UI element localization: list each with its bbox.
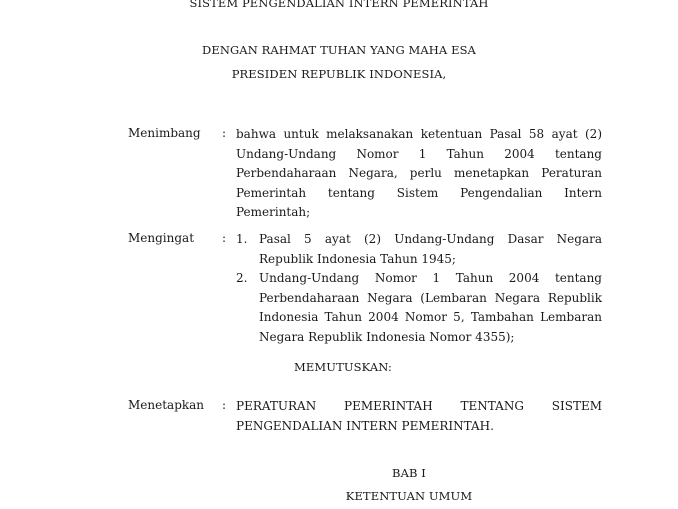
mengingat-item-text: Undang-Undang Nomor 1 Tahun 2004 tentang Perbendaharaan Negara (Lembaran Negara Republik Indonesia Tahun 2004 Nomor 5, Tambahan Lembaran Negara Republik Indonesia Nomor 4355); (259, 271, 602, 344)
menimbang-colon: : (222, 126, 227, 140)
mengingat-item (236, 269, 602, 347)
menetapkan-colon: : (222, 398, 227, 412)
mengingat-item-text: Pasal 5 ayat (2) Undang-Undang Dasar Negara Republik Indonesia Tahun 1945; (259, 232, 602, 266)
menimbang-text: bahwa untuk melaksanakan ketentuan Pasal 58 ayat (2) Undang-Undang Nomor 1 Tahun 2004 tentang Perbendaharaan Negara, perlu menetapkan Peraturan Pemerintah tentang Sistem Pengendalian Intern Pemerintah; (236, 127, 602, 219)
mengingat-label: Mengingat (128, 231, 195, 245)
mengingat-list (236, 230, 602, 347)
menetapkan-label: Menetapkan (128, 398, 205, 412)
mengingat-item-number: 2. (236, 271, 248, 285)
menimbang-label: Menimbang (128, 126, 201, 140)
mengingat-item-number: 1. (236, 232, 248, 246)
chapter-number: BAB I (392, 466, 426, 480)
mengingat-colon: : (222, 231, 227, 245)
blessing-line: DENGAN RAHMAT TUHAN YANG MAHA ESA (202, 43, 476, 57)
chapter-title: KETENTUAN UMUM (345, 489, 473, 503)
menetapkan-text: PERATURAN PEMERINTAH TENTANG SISTEM PENGENDALIAN INTERN PEMERINTAH. (236, 399, 602, 433)
regulation-title-line: SISTEM PENGENDALIAN INTERN PEMERINTAH (189, 0, 489, 10)
president-line: PRESIDEN REPUBLIK INDONESIA, (231, 67, 447, 81)
mengingat-item (236, 230, 602, 269)
memutuskan-heading: MEMUTUSKAN: (294, 360, 392, 374)
